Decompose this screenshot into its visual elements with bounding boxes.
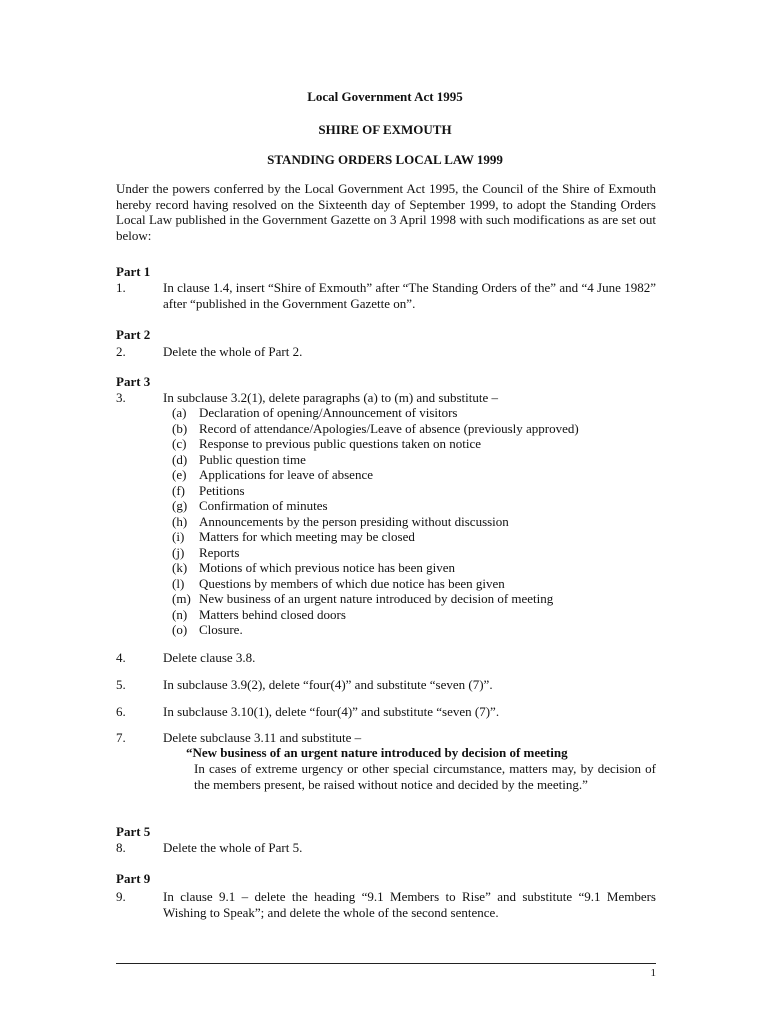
list-letter: (g) [172,498,188,513]
list-item [172,607,579,623]
list-letter: (f) [172,482,185,498]
list-letter: (a) [172,405,187,420]
part-2-heading: Part 2 [116,327,151,342]
list-letter: (d) [172,451,188,467]
list-item [172,622,579,638]
list-text: Confirmation of minutes [199,498,328,513]
intro-paragraph: Under the powers conferred by the Local Government Act 1995, the Council of the Shire of Exmouth hereby record having resolved on the Sixteenth day of September 1999, to adopt the Standing Orders Local Law published in the Government Gazette on 3 April 1998 with such modifications as are set out below: [116,181,656,243]
list-letter: (h) [172,513,188,529]
item-6-text: In subclause 3.10(1), delete “four(4)” and substitute “seven (7)”. [163,704,500,719]
list-text: Matters behind closed doors [199,606,346,622]
item-8-number: 8. [116,840,126,855]
list-letter: (n) [172,606,188,622]
item-4-number: 4. [116,650,126,665]
part-1-heading: Part 1 [116,264,151,279]
quote-heading: “New business of an urgent nature introduced by decision of meeting [186,745,568,760]
item-2-text: Delete the whole of Part 2. [163,344,303,359]
law-title: STANDING ORDERS LOCAL LAW 1999 [267,152,503,167]
list-text: Questions by members of which due notice has been given [199,575,505,591]
list-letter: (c) [172,436,187,451]
list-item [172,467,579,483]
item-5-text: In subclause 3.9(2), delete “four(4)” and substitute “seven (7)”. [163,677,493,692]
list-text: Announcements by the person presiding without discussion [199,513,509,529]
footer-divider [116,963,656,964]
item-9-number: 9. [116,889,126,904]
shire-title: SHIRE OF EXMOUTH [318,122,452,137]
list-text: Applications for leave of absence [199,467,373,482]
item-3-number: 3. [116,390,126,405]
list-text: Declaration of opening/Announcement of visitors [199,405,458,420]
page-number: 1 [650,967,656,979]
list-letter: (i) [172,529,185,544]
list-letter: (o) [172,622,188,637]
list-item [172,591,579,607]
list-text: Closure. [199,622,243,637]
list-text: Motions of which previous notice has been given [199,560,455,575]
list-letter: (k) [172,560,188,575]
list-text: Reports [199,544,240,560]
item-2-number: 2. [116,344,126,359]
list-item [172,405,579,421]
list-letter: (j) [172,544,185,560]
item-5-number: 5. [116,677,126,692]
list-item [172,452,579,468]
list-letter: (e) [172,467,187,482]
item-7-number: 7. [116,730,126,745]
act-title: Local Government Act 1995 [307,89,463,104]
list-item [172,576,579,592]
item-8-text: Delete the whole of Part 5. [163,840,303,855]
list-item [172,483,579,499]
item-7-text: Delete subclause 3.11 and substitute – [163,730,362,745]
item-6-number: 6. [116,704,126,719]
item-3-text: In subclause 3.2(1), delete paragraphs (a) to (m) and substitute – [163,390,499,405]
list-text: Matters for which meeting may be closed [199,529,415,544]
list-item [172,498,579,514]
list-letter: (l) [172,575,185,591]
list-item [172,529,579,545]
item-9-text: In clause 9.1 – delete the heading “9.1 Members to Rise” and substitute “9.1 Members Wishing to Speak”; and delete the whole of the second sentence. [163,889,656,920]
list-letter: (b) [172,420,188,436]
list-letter: (m) [172,591,191,606]
part-3-heading: Part 3 [116,374,151,389]
list-item [172,545,579,561]
item-1-number: 1. [116,280,126,295]
list-text: Record of attendance/Apologies/Leave of absence (previously approved) [199,420,579,436]
list-item [172,514,579,530]
order-of-business-list [172,405,579,638]
item-1-text: In clause 1.4, insert “Shire of Exmouth” after “The Standing Orders of the” and “4 June 1982” after “published in the Government Gazette on”. [163,280,656,311]
list-item [172,560,579,576]
list-item [172,436,579,452]
item-4-text: Delete clause 3.8. [163,650,256,665]
part-5-heading: Part 5 [116,824,151,839]
list-text: Response to previous public questions taken on notice [199,436,481,451]
quote-body: In cases of extreme urgency or other special circumstance, matters may, by decision of the members present, be raised without notice and decided by the meeting.” [194,761,656,792]
part-9-heading: Part 9 [116,871,151,886]
list-text: New business of an urgent nature introduced by decision of meeting [199,591,554,606]
list-item [172,421,579,437]
list-text: Public question time [199,451,306,467]
list-text: Petitions [199,482,245,498]
